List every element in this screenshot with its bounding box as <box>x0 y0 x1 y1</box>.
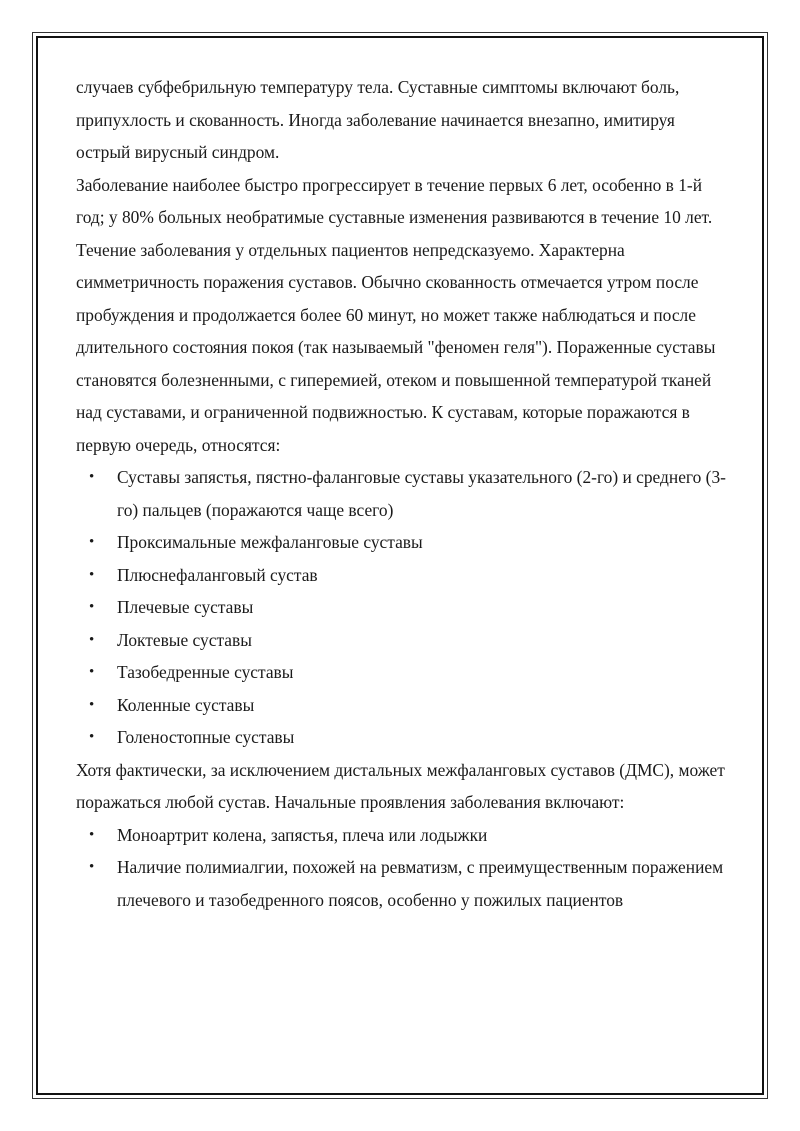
list-item <box>76 461 726 526</box>
paragraph-onset: Хотя фактически, за исключением дистальных межфаланговых суставов (ДМС), может поражаться любой сустав. Начальные проявления заболевания включают: <box>76 759 725 812</box>
list-item <box>76 656 726 689</box>
list-item-text: Локтевые суставы <box>117 629 252 650</box>
document-body <box>76 71 726 916</box>
onset-manifestations-list <box>76 819 726 917</box>
list-item-text: Суставы запястья, пястно-фаланговые суставы указательного (2-го) и среднего (3-го) пальцев (поражаются чаще всего) <box>117 467 726 520</box>
bullet-icon: • <box>89 534 95 550</box>
bullet-icon: • <box>89 599 95 615</box>
list-item <box>76 624 726 657</box>
paragraph-intro: случаев субфебрильную температуру тела. Суставные симптомы включают боль, припухлость и скованность. Иногда заболевание начинается внезапно, имитируя острый вирусный синдром. <box>76 77 680 162</box>
bullet-icon: • <box>89 826 95 843</box>
list-item <box>76 526 726 559</box>
bullet-icon: • <box>89 696 95 713</box>
list-item-text: Проксимальные межфаланговые суставы <box>117 532 423 552</box>
list-item <box>76 819 726 852</box>
list-item-text: Плечевые суставы <box>117 597 254 617</box>
list-item <box>76 851 726 916</box>
bullet-icon: • <box>89 631 95 648</box>
affected-joints-list <box>76 461 726 754</box>
paragraph-progression: Заболевание наиболее быстро прогрессирует в течение первых 6 лет, особенно в 1-й год; у 80% больных необратимые суставные изменения развиваются в течение 10 лет. Течение заболевания у отдельных пациентов непредсказуемо. Характерна симметричность поражения суставов. Обычно скованность отмечается утром после пробуждения и продолжается более 60 минут, но может также наблюдаться и после длительного состояния покоя (так называемый "феномен геля"). Пораженные суставы становятся болезненными, с гиперемией, отеком и повышенной температурой тканей над суставами, и ограниченной подвижностью. К суставам, которые поражаются в первую очередь, относятся: <box>76 174 716 455</box>
bullet-icon: • <box>89 566 95 583</box>
list-item <box>76 591 726 624</box>
bullet-icon: • <box>89 469 95 485</box>
list-item-text: Плюснефаланговый сустав <box>117 564 318 585</box>
list-item <box>76 721 726 754</box>
list-item-text: Наличие полимиалгии, похожей на ревматизм, с преимущественным поражением плечевого и тазобедренного поясов, особенно у пожилых пациентов <box>117 857 724 910</box>
list-item <box>76 689 726 722</box>
list-item-text: Коленные суставы <box>117 694 255 715</box>
list-item-text: Тазобедренные суставы <box>117 662 294 682</box>
bullet-icon: • <box>89 859 95 875</box>
list-item-text: Моноартрит колена, запястья, плеча или лодыжки <box>117 824 488 845</box>
list-item-text: Голеностопные суставы <box>117 727 295 747</box>
bullet-icon: • <box>89 729 95 745</box>
list-item <box>76 559 726 592</box>
bullet-icon: • <box>89 664 95 680</box>
